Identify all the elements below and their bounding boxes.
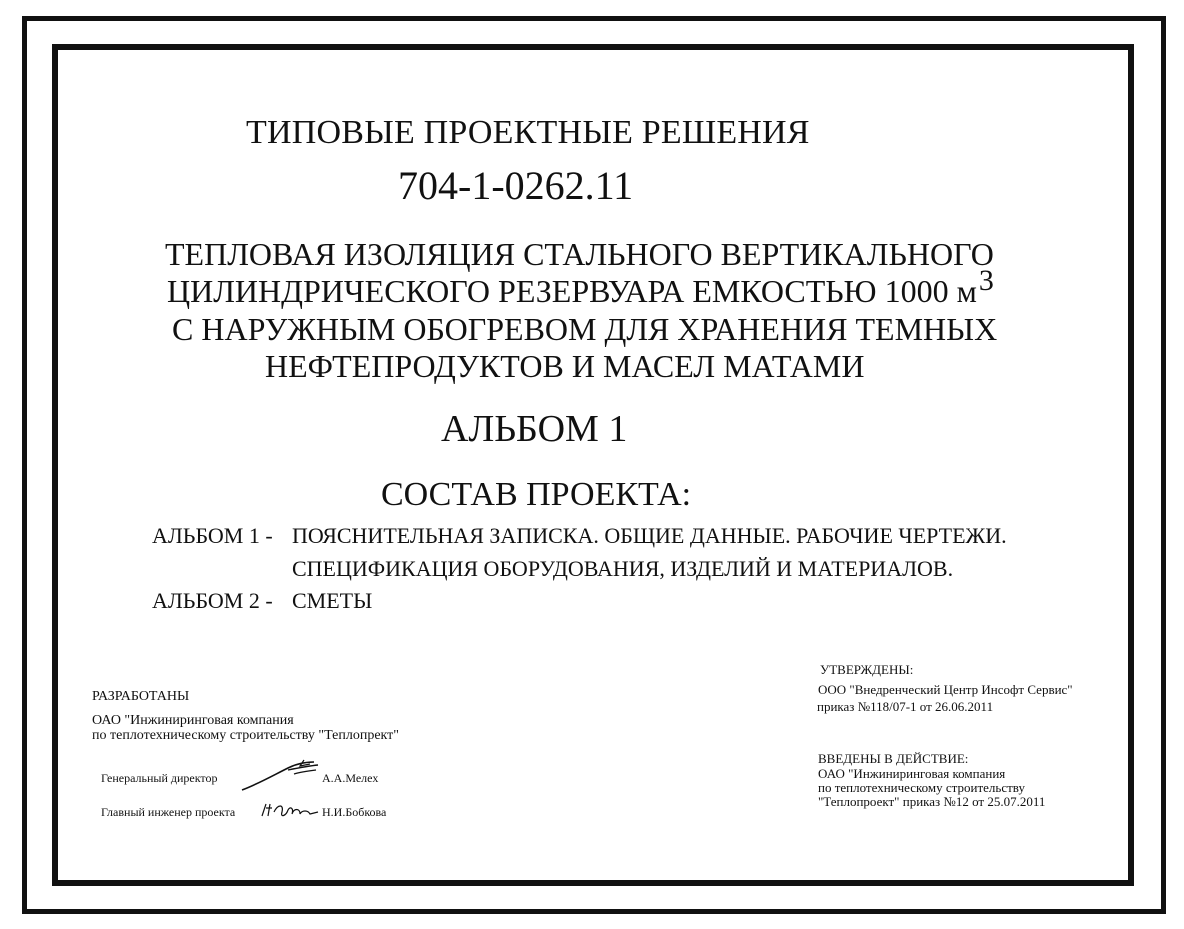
document-title-line-3: С НАРУЖНЫМ ОБОГРЕВОМ ДЛЯ ХРАНЕНИЯ ТЕМНЫХ (172, 311, 998, 347)
series-title: ТИПОВЫЕ ПРОЕКТНЫЕ РЕШЕНИЯ (246, 114, 810, 151)
document-title-line-2 (167, 264, 994, 309)
signatory-1-role: Генеральный директор (101, 771, 218, 785)
introduced-heading: ВВЕДЕНЫ В ДЕЙСТВИЕ: (818, 751, 969, 766)
signatory-2-name: Н.И.Бобкова (322, 805, 387, 819)
introduced-line-1: ОАО "Инжиниринговая компания (818, 766, 1006, 781)
developer-org-line-2: по теплотехническому строительству "Теплопрект" (92, 728, 399, 743)
signatory-1-name: А.А.Мелех (322, 771, 379, 785)
developer-org-line-1: ОАО "Инжиниринговая компания (92, 713, 294, 728)
introduced-line-3: "Теплопроект" приказ №12 от 25.07.2011 (818, 794, 1046, 809)
project-code: 704-1-0262.11 (398, 163, 634, 208)
signature-1-handwritten (238, 756, 328, 796)
introduced-line-2: по теплотехническому строительству (818, 780, 1025, 795)
document-title-line-4: НЕФТЕПРОДУКТОВ И МАСЕЛ МАТАМИ (265, 348, 865, 384)
signature-2-handwritten (258, 798, 322, 822)
approved-order: приказ №118/07-1 от 26.06.2011 (817, 699, 994, 714)
cubic-superscript: 3 (978, 264, 994, 297)
signatory-2-role: Главный инженер проекта (101, 805, 236, 819)
composition-item-1-line-2: СПЕЦИФИКАЦИЯ ОБОРУДОВАНИЯ, ИЗДЕЛИЙ И МАТЕРИАЛОВ. (292, 556, 954, 581)
approved-heading: УТВЕРЖДЕНЫ: (820, 662, 914, 677)
album-number: АЛЬБОМ 1 (441, 408, 628, 450)
composition-heading: СОСТАВ ПРОЕКТА: (381, 476, 692, 513)
composition-item-1-line-1: ПОЯСНИТЕЛЬНАЯ ЗАПИСКА. ОБЩИЕ ДАННЫЕ. РАБОЧИЕ ЧЕРТЕЖИ. (292, 523, 1007, 548)
document-title-line-2-text: ЦИЛИНДРИЧЕСКОГО РЕЗЕРВУАРА ЕМКОСТЬЮ 1000 м (167, 273, 977, 309)
document-title-line-1: ТЕПЛОВАЯ ИЗОЛЯЦИЯ СТАЛЬНОГО ВЕРТИКАЛЬНОГО (165, 236, 994, 272)
approved-org: ООО "Внедренческий Центр Инсофт Сервис" (818, 682, 1073, 697)
composition-item-1-label: АЛЬБОМ 1 - (152, 523, 273, 548)
composition-item-2-line-1: СМЕТЫ (292, 588, 373, 613)
composition-item-2-label: АЛЬБОМ 2 - (152, 588, 273, 613)
developed-heading: РАЗРАБОТАНЫ (92, 689, 190, 704)
